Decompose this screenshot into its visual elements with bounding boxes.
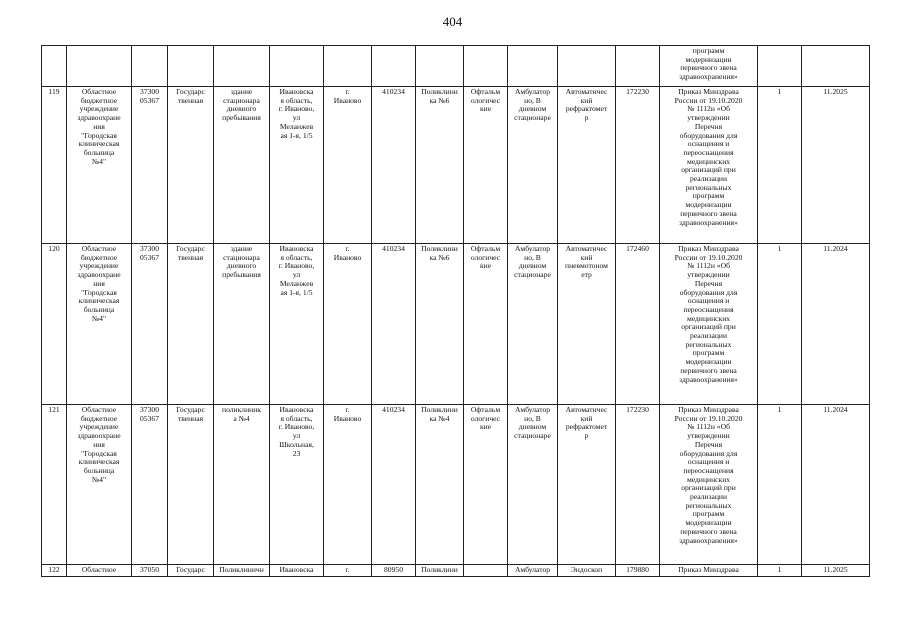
building-cell xyxy=(214,565,270,577)
cell-line: твенная xyxy=(177,413,204,423)
cell-line: "Городская xyxy=(81,448,117,458)
cell-line: России от 19.10.2020 xyxy=(674,413,743,423)
cell-line: больница xyxy=(83,147,115,157)
cell-line: Государс xyxy=(176,87,205,96)
cell-line: бюджетное xyxy=(80,252,118,262)
condition-cell xyxy=(508,565,558,577)
cell-line: переоснащения xyxy=(683,465,734,475)
cell-line: бюджетное xyxy=(80,95,118,105)
cell-line: Автоматичес xyxy=(565,405,608,414)
cell-line: программ xyxy=(692,46,725,55)
cell-line: учреждение xyxy=(79,104,119,114)
cell-line: рефрактомет xyxy=(565,104,608,114)
cell-line: оборудования для xyxy=(679,448,738,458)
cell-line: Государс xyxy=(176,244,205,253)
cell-line: етр xyxy=(581,270,592,280)
cell-line: Ивановска xyxy=(279,565,314,574)
cell-line: здание xyxy=(230,244,253,253)
cell-line: клиническая xyxy=(78,139,120,149)
cell-line: Офтальм xyxy=(470,244,501,253)
cell-line: г. xyxy=(345,565,350,574)
row-number-cell: 121 xyxy=(42,405,67,565)
cell-line: Амбулатор xyxy=(514,405,551,414)
cell-line: оснащения и xyxy=(687,296,730,306)
cell-line: твенная xyxy=(177,252,204,262)
cell-line: оснащения и xyxy=(687,139,730,149)
basis-cell xyxy=(660,565,758,577)
table-row xyxy=(42,405,870,565)
cell-line: кие xyxy=(479,104,492,114)
cell-line: я область, xyxy=(280,95,313,105)
cell-line: региональных xyxy=(685,500,732,510)
city-cell xyxy=(324,405,372,565)
equipment-table xyxy=(41,45,870,577)
cell-line: Поликлиничн xyxy=(219,565,264,574)
cell-line: г. Иваново, xyxy=(278,422,315,432)
cell-line: Автоматичес xyxy=(565,244,608,253)
cell-line: клиническая xyxy=(78,296,120,306)
cell-line: реализации xyxy=(689,331,728,341)
quantity-cell: 1 xyxy=(758,244,802,405)
cell-line: Поликлини xyxy=(421,405,458,414)
cell-line: Амбулатор xyxy=(514,87,551,96)
cell-line: р xyxy=(584,431,589,441)
cell-line: Государс xyxy=(176,405,205,414)
cell-line: ул xyxy=(292,113,301,123)
cell-line: здравоохране xyxy=(77,113,121,123)
basis-cell xyxy=(660,405,758,565)
cell-line: Школьная, xyxy=(279,439,314,449)
city-cell xyxy=(324,244,372,405)
cell-line: здравоохранения» xyxy=(679,374,738,384)
cell-line: первичного звена xyxy=(680,208,737,218)
cell-line: Областное xyxy=(81,565,117,574)
cell-line: №4" xyxy=(91,156,107,166)
cell-line: Приказ Минздрава xyxy=(678,405,739,414)
code-cell xyxy=(132,405,168,565)
organization-cell xyxy=(67,244,132,405)
cell-line: я область, xyxy=(280,413,313,423)
specialty-cell xyxy=(464,87,508,244)
quantity-cell: 1 xyxy=(758,565,802,577)
cell-line: ка №6 xyxy=(429,95,450,105)
cell-line: стационаре xyxy=(514,113,551,123)
equipment-cell xyxy=(558,405,616,565)
quantity-cell: 1 xyxy=(758,405,802,565)
cell-line: здравоохранения» xyxy=(679,72,738,82)
code-cell xyxy=(132,565,168,577)
cell-line: утверждении xyxy=(687,431,730,441)
equipment-code-cell: 172230 xyxy=(616,87,660,244)
unit-cell xyxy=(416,87,464,244)
cell-line: кий xyxy=(580,95,593,105)
cell-line: твенная xyxy=(177,95,204,105)
cell-line: ул xyxy=(292,270,301,280)
cell-line: Приказ Минздрава xyxy=(678,565,739,574)
cell-line: первичного звена xyxy=(680,526,737,536)
cell-line: 05367 xyxy=(140,413,159,423)
cell-line: а №4 xyxy=(233,413,250,423)
ownership-cell xyxy=(168,405,214,565)
cell-line: переоснащения xyxy=(683,147,734,157)
cell-line: Эндоскоп xyxy=(570,565,603,574)
cell-line: 05367 xyxy=(140,95,159,105)
ownership-cell xyxy=(168,565,214,577)
cell-line: утверждении xyxy=(687,270,730,280)
quantity-cell: 1 xyxy=(758,87,802,244)
unit-cell xyxy=(416,565,464,577)
cell-line: Перечня xyxy=(694,121,723,131)
cell-line: р xyxy=(584,113,589,123)
cell-line: 37300 xyxy=(140,87,159,96)
cell-line: ая 1-я, 1/5 xyxy=(280,287,313,297)
cell-line: № 1112н «Об xyxy=(687,104,730,114)
cell-line: 05367 xyxy=(140,252,159,262)
row-number-cell: 120 xyxy=(42,244,67,405)
cell-line: Государс xyxy=(176,565,205,574)
cell-line: но, В xyxy=(524,252,541,262)
basis-cell xyxy=(660,244,758,405)
cell-line: № 1112н «Об xyxy=(687,422,730,432)
cell-line: Меланжев xyxy=(279,278,314,288)
cell-line: но, В xyxy=(524,413,541,423)
cell-line: ологичес xyxy=(470,95,501,105)
cell-line: дневном xyxy=(518,422,547,432)
equipment-code-cell: 179880 xyxy=(616,565,660,577)
cell-line: но, В xyxy=(524,95,541,105)
address-cell xyxy=(270,87,324,244)
cell-line: здание xyxy=(230,87,253,96)
organization-cell xyxy=(67,87,132,244)
equipment-cell xyxy=(558,565,616,577)
table-row xyxy=(42,565,870,577)
cell-line: здравоохране xyxy=(77,270,121,280)
cell-line: Ивановска xyxy=(279,405,314,414)
cell-line: здравоохране xyxy=(77,431,121,441)
cell-line: организаций при xyxy=(681,483,736,493)
equipment-code-cell: 172230 xyxy=(616,405,660,565)
cell-line: Амбулатор xyxy=(514,244,551,253)
cell-line: клиническая xyxy=(78,457,120,467)
cell-line: ния xyxy=(93,121,105,131)
cell-line: ка №6 xyxy=(429,252,450,262)
unit-cell xyxy=(416,244,464,405)
cell-line: России от 19.10.2020 xyxy=(674,95,743,105)
cell-line: Ивановска xyxy=(279,244,314,253)
table-row-continuation xyxy=(42,46,870,87)
cell-line: Областное xyxy=(81,405,117,414)
page-number: 404 xyxy=(442,14,463,29)
equipment-cell xyxy=(558,87,616,244)
equipment-cell xyxy=(558,244,616,405)
condition-cell xyxy=(508,244,558,405)
cell-line: программ xyxy=(692,348,725,358)
cell-line: 37300 xyxy=(140,244,159,253)
basis-cell xyxy=(660,87,758,244)
address-cell xyxy=(270,244,324,405)
cell-line: стационара xyxy=(223,252,260,262)
row-number-cell: 119 xyxy=(42,87,67,244)
date-cell: 11.2025 xyxy=(802,87,870,244)
cell-line: России от 19.10.2020 xyxy=(674,252,743,262)
cell-line: г. Иваново, xyxy=(278,104,315,114)
cell-line: рефрактомет xyxy=(565,422,608,432)
organization-cell xyxy=(67,565,132,577)
condition-cell xyxy=(508,87,558,244)
date-cell: 11.2024 xyxy=(802,405,870,565)
cell-line: стационара xyxy=(223,95,260,105)
table-row xyxy=(42,87,870,244)
cell-line: Офтальм xyxy=(470,405,501,414)
cell-line: "Городская xyxy=(81,130,117,140)
cell-line: Областное xyxy=(81,244,117,253)
cell-line: дневного xyxy=(226,104,257,114)
address-cell xyxy=(270,405,324,565)
cell-line: медицинских xyxy=(686,313,731,323)
cell-line: Иваново xyxy=(333,95,362,105)
cell-line: ния xyxy=(93,278,105,288)
cell-line: Ивановска xyxy=(279,87,314,96)
cell-line: оборудования для xyxy=(679,130,738,140)
building-cell xyxy=(214,244,270,405)
cell-line: я область, xyxy=(280,252,313,262)
cell-line: больница xyxy=(83,304,115,314)
cell-line: больница xyxy=(83,465,115,475)
oktmo-cell: 410234 xyxy=(372,87,416,244)
cell-line: Иваново xyxy=(333,413,362,423)
cell-line: медицинских xyxy=(686,474,731,484)
address-cell xyxy=(270,565,324,577)
cell-line: модернизации xyxy=(685,200,732,210)
cell-line: учреждение xyxy=(79,422,119,432)
cell-line: модернизации xyxy=(685,54,732,64)
cell-line: кие xyxy=(479,422,492,432)
cell-line: дневном xyxy=(518,261,547,271)
cell-line: ул xyxy=(292,431,301,441)
cell-line: Поликлини xyxy=(421,565,458,574)
city-cell xyxy=(324,565,372,577)
date-cell: 11.2024 xyxy=(802,244,870,405)
cell-line: 37050 xyxy=(140,565,159,574)
basis-cell-continuation xyxy=(660,46,758,87)
cell-line: кий xyxy=(580,413,593,423)
cell-line: ния xyxy=(93,439,105,449)
cell-line: медицинских xyxy=(686,156,731,166)
cell-line: №4" xyxy=(91,474,107,484)
cell-line: Поликлини xyxy=(421,244,458,253)
cell-line: г. xyxy=(345,405,350,414)
cell-line: пребывания xyxy=(222,270,261,280)
specialty-cell xyxy=(464,565,508,577)
cell-line: ологичес xyxy=(470,252,501,262)
building-cell xyxy=(214,405,270,565)
cell-line: программ xyxy=(692,509,725,519)
cell-line: Перечня xyxy=(694,278,723,288)
cell-line: стационаре xyxy=(514,270,551,280)
row-number-cell: 122 xyxy=(42,565,67,577)
unit-cell xyxy=(416,405,464,565)
cell-line: г. Иваново, xyxy=(278,261,315,271)
cell-line: Областное xyxy=(81,87,117,96)
cell-line: модернизации xyxy=(685,518,732,528)
cell-line: организаций при xyxy=(681,322,736,332)
code-cell xyxy=(132,87,168,244)
cell-line: г. xyxy=(345,244,350,253)
cell-line: бюджетное xyxy=(80,413,118,423)
cell-line: реализации xyxy=(689,174,728,184)
cell-line: Приказ Минздрава xyxy=(678,87,739,96)
ownership-cell xyxy=(168,87,214,244)
cell-line: кие xyxy=(479,261,492,271)
cell-line: Приказ Минздрава xyxy=(678,244,739,253)
cell-line: "Городская xyxy=(81,287,117,297)
cell-line: поликлиник xyxy=(222,405,261,414)
equipment-code-cell: 172460 xyxy=(616,244,660,405)
organization-cell xyxy=(67,405,132,565)
cell-line: первичного звена xyxy=(680,365,737,375)
cell-line: ка №4 xyxy=(429,413,450,423)
cell-line: реализации xyxy=(689,492,728,502)
date-cell: 11.2025 xyxy=(802,565,870,577)
cell-line: здравоохранения» xyxy=(679,535,738,545)
cell-line: первичного звена xyxy=(680,63,737,73)
cell-line: учреждение xyxy=(79,261,119,271)
cell-line: здравоохранения» xyxy=(679,217,738,227)
cell-line: стационаре xyxy=(514,431,551,441)
specialty-cell xyxy=(464,405,508,565)
ownership-cell xyxy=(168,244,214,405)
cell-line: дневном xyxy=(518,104,547,114)
oktmo-cell: 80950 xyxy=(372,565,416,577)
cell-line: пребывания xyxy=(222,113,261,123)
cell-line: утверждении xyxy=(687,113,730,123)
cell-line: Иваново xyxy=(333,252,362,262)
table-row xyxy=(42,244,870,405)
city-cell xyxy=(324,87,372,244)
cell-line: программ xyxy=(692,191,725,201)
cell-line: оборудования для xyxy=(679,287,738,297)
cell-line: №4" xyxy=(91,313,107,323)
cell-line: переоснащения xyxy=(683,304,734,314)
cell-line: оснащения и xyxy=(687,457,730,467)
oktmo-cell: 410234 xyxy=(372,405,416,565)
cell-line: модернизации xyxy=(685,357,732,367)
cell-line: ая 1-я, 1/5 xyxy=(280,130,313,140)
cell-line: пневмотоном xyxy=(565,261,608,271)
cell-line: региональных xyxy=(685,339,732,349)
code-cell xyxy=(132,244,168,405)
cell-line: ологичес xyxy=(470,413,501,423)
cell-line: Амбулатор xyxy=(514,565,551,574)
oktmo-cell: 410234 xyxy=(372,244,416,405)
cell-line: Автоматичес xyxy=(565,87,608,96)
specialty-cell xyxy=(464,244,508,405)
cell-line: г. xyxy=(345,87,350,96)
building-cell xyxy=(214,87,270,244)
cell-line: организаций при xyxy=(681,165,736,175)
cell-line: Поликлини xyxy=(421,87,458,96)
cell-line: № 1112н «Об xyxy=(687,261,730,271)
cell-line: дневного xyxy=(226,261,257,271)
cell-line: региональных xyxy=(685,182,732,192)
cell-line: кий xyxy=(580,252,593,262)
cell-line: 37300 xyxy=(140,405,159,414)
cell-line: 23 xyxy=(292,448,301,458)
cell-line: Перечня xyxy=(694,439,723,449)
cell-line: Меланжев xyxy=(279,121,314,131)
cell-line: Офтальм xyxy=(470,87,501,96)
condition-cell xyxy=(508,405,558,565)
